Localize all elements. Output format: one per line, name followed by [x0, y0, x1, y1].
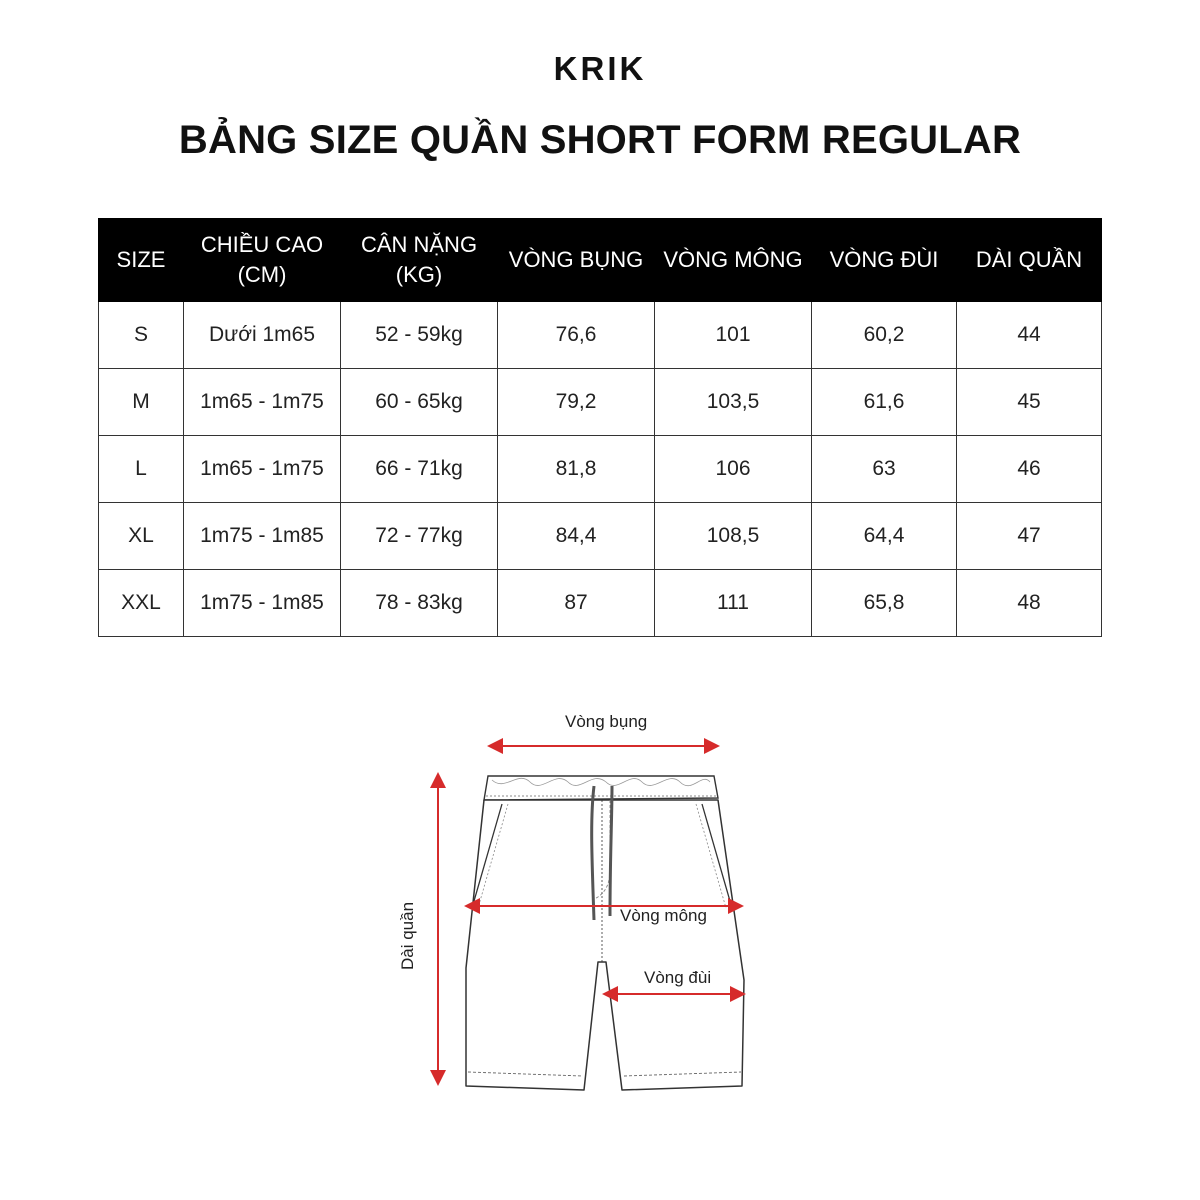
cell-waist: 84,4 — [498, 503, 655, 570]
cell-size: XXL — [99, 570, 184, 637]
col-header-hip: VÒNG MÔNG — [655, 219, 812, 302]
cell-height: 1m65 - 1m75 — [184, 436, 341, 503]
col-header-height: CHIỀU CAO (CM) — [184, 219, 341, 302]
col-header-size: SIZE — [99, 219, 184, 302]
waistband — [484, 776, 718, 800]
size-table — [98, 218, 1102, 637]
thigh-label: Vòng đùi — [644, 968, 712, 987]
col-header-waist: VÒNG BỤNG — [498, 219, 655, 302]
length-label: Dài quần — [398, 901, 417, 971]
cell-waist: 81,8 — [498, 436, 655, 503]
cell-thigh: 63 — [812, 436, 957, 503]
table-header-row — [99, 219, 1102, 302]
waist-label: Vòng bụng — [565, 712, 648, 731]
cell-length: 44 — [957, 302, 1102, 369]
cell-waist: 79,2 — [498, 369, 655, 436]
cell-waist: 87 — [498, 570, 655, 637]
cell-height: 1m75 - 1m85 — [184, 503, 341, 570]
col-header-weight: CÂN NẶNG (KG) — [341, 219, 498, 302]
cell-thigh: 64,4 — [812, 503, 957, 570]
table-row — [99, 369, 1102, 436]
cell-weight: 66 - 71kg — [341, 436, 498, 503]
cell-length: 47 — [957, 503, 1102, 570]
cell-size: S — [99, 302, 184, 369]
cell-height: 1m75 - 1m85 — [184, 570, 341, 637]
col-header-thigh: VÒNG ĐÙI — [812, 219, 957, 302]
cell-hip: 103,5 — [655, 369, 812, 436]
table-row — [99, 503, 1102, 570]
cell-hip: 106 — [655, 436, 812, 503]
cell-waist: 76,6 — [498, 302, 655, 369]
cell-hip: 111 — [655, 570, 812, 637]
cell-hip: 101 — [655, 302, 812, 369]
cell-hip: 108,5 — [655, 503, 812, 570]
cell-weight: 52 - 59kg — [341, 302, 498, 369]
shorts-illustration — [380, 700, 780, 1100]
cell-weight: 72 - 77kg — [341, 503, 498, 570]
cell-thigh: 61,6 — [812, 369, 957, 436]
cell-height: 1m65 - 1m75 — [184, 369, 341, 436]
shorts-measurement-diagram — [380, 700, 780, 1100]
cell-size: L — [99, 436, 184, 503]
cell-thigh: 65,8 — [812, 570, 957, 637]
cell-weight: 78 - 83kg — [341, 570, 498, 637]
table-row — [99, 302, 1102, 369]
page-title: BẢNG SIZE QUẦN SHORT FORM REGULAR — [178, 118, 1022, 162]
hip-label: Vòng mông — [620, 906, 707, 925]
cell-length: 45 — [957, 369, 1102, 436]
shorts-body — [466, 800, 744, 1090]
cell-weight: 60 - 65kg — [341, 369, 498, 436]
cell-height: Dưới 1m65 — [184, 302, 341, 369]
cell-size: M — [99, 369, 184, 436]
table-row — [99, 570, 1102, 637]
cell-length: 46 — [957, 436, 1102, 503]
brand-logo: KRIK — [553, 50, 647, 87]
cell-size: XL — [99, 503, 184, 570]
col-header-length: DÀI QUẦN — [957, 219, 1102, 302]
table-row — [99, 436, 1102, 503]
cell-length: 48 — [957, 570, 1102, 637]
cell-thigh: 60,2 — [812, 302, 957, 369]
